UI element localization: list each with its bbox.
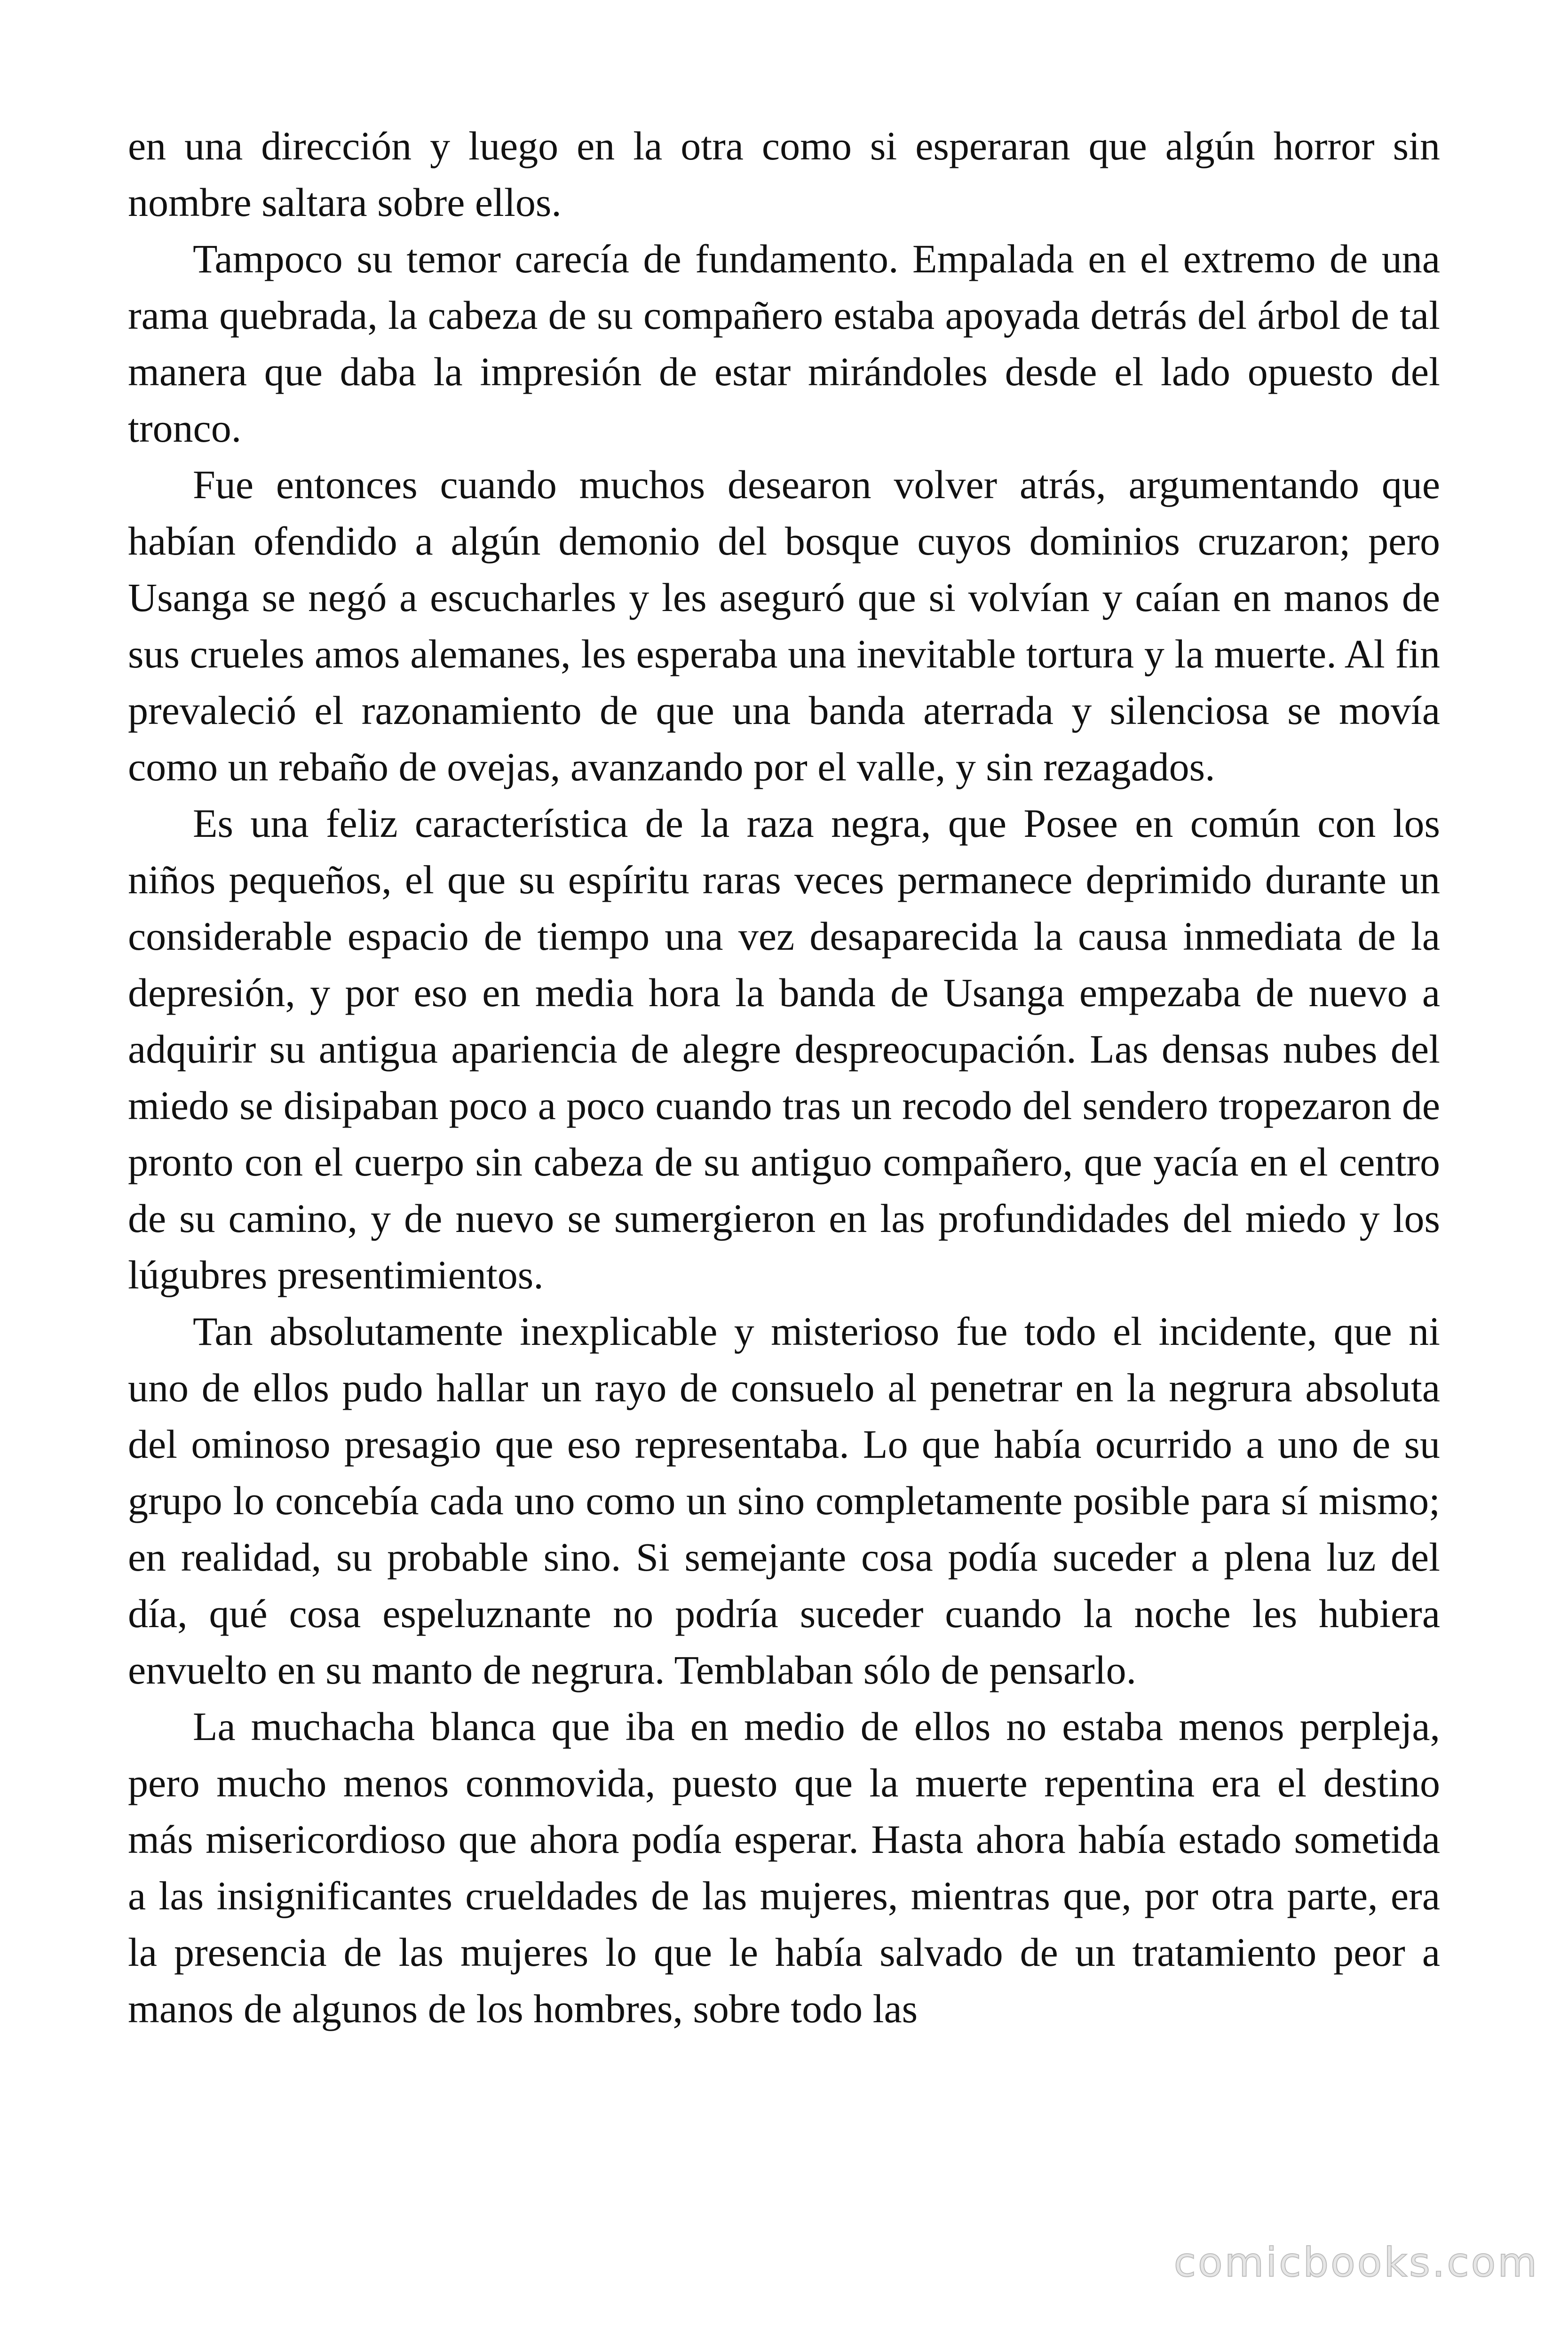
paragraph-continuation: en una dirección y luego en la otra como si esperaran que algún horror sin nombre saltara sobre ellos. (128, 123, 1440, 225)
paragraph: La muchacha blanca que iba en medio de ellos no estaba menos perpleja, pero mucho menos conmovida, puesto que la muerte repentina era el destino más misericordioso que ahora podía esperar. Hasta ahora había estado sometida a las insignificantes crueldades de las mujeres, mientras que, por otra parte, era la presencia de las mujeres lo que le había salvado de un tratamiento peor a manos de algunos de los hombres, sobre todo las (128, 1704, 1440, 2031)
paragraph: Es una feliz característica de la raza negra, que Posee en común con los niños pequeños, el que su espíritu raras veces permanece deprimido durante un considerable espacio de tiempo una vez desaparecida la causa inmediata de la depresión, y por eso en media hora la banda de Usanga empezaba de nuevo a adquirir su antigua apariencia de alegre despreocupación. Las densas nubes del miedo se disipaban poco a poco cuando tras un recodo del sendero tropezaron de pronto con el cuerpo sin cabeza de su antiguo compañero, que yacía en el centro de su camino, y de nuevo se sumergieron en las profundidades del miedo y los lúgubres presentimientos. (128, 801, 1440, 1297)
page-body-text (128, 118, 1440, 2037)
watermark: comicbooks.com (1173, 2239, 1539, 2286)
paragraph: Tan absolutamente inexplicable y misterioso fue todo el incidente, que ni uno de ellos pudo hallar un rayo de consuelo al penetrar en la negrura absoluta del ominoso presagio que eso representaba. Lo que había ocurrido a uno de su grupo lo concebía cada uno como un sino completamente posible para sí mismo; en realidad, su probable sino. Si semejante cosa podía suceder a plena luz del día, qué cosa espeluznante no podría suceder cuando la noche les hubiera envuelto en su manto de negrura. Temblaban sólo de pensarlo. (128, 1309, 1440, 1692)
paragraph: Fue entonces cuando muchos desearon volver atrás, argumentando que habían ofendido a algún demonio del bosque cuyos dominios cruzaron; pero Usanga se negó a escucharles y les aseguró que si volvían y caían en manos de sus crueles amos alemanes, les esperaba una inevitable tortura y la muerte. Al fin prevaleció el razonamiento de que una banda aterrada y silenciosa se movía como un rebaño de ovejas, avanzando por el valle, y sin rezagados. (128, 462, 1440, 789)
paragraph: Tampoco su temor carecía de fundamento. Empalada en el extremo de una rama quebrada, la cabeza de su compañero estaba apoyada detrás del árbol de tal manera que daba la impresión de estar mirándoles desde el lado opuesto del tronco. (128, 236, 1440, 451)
